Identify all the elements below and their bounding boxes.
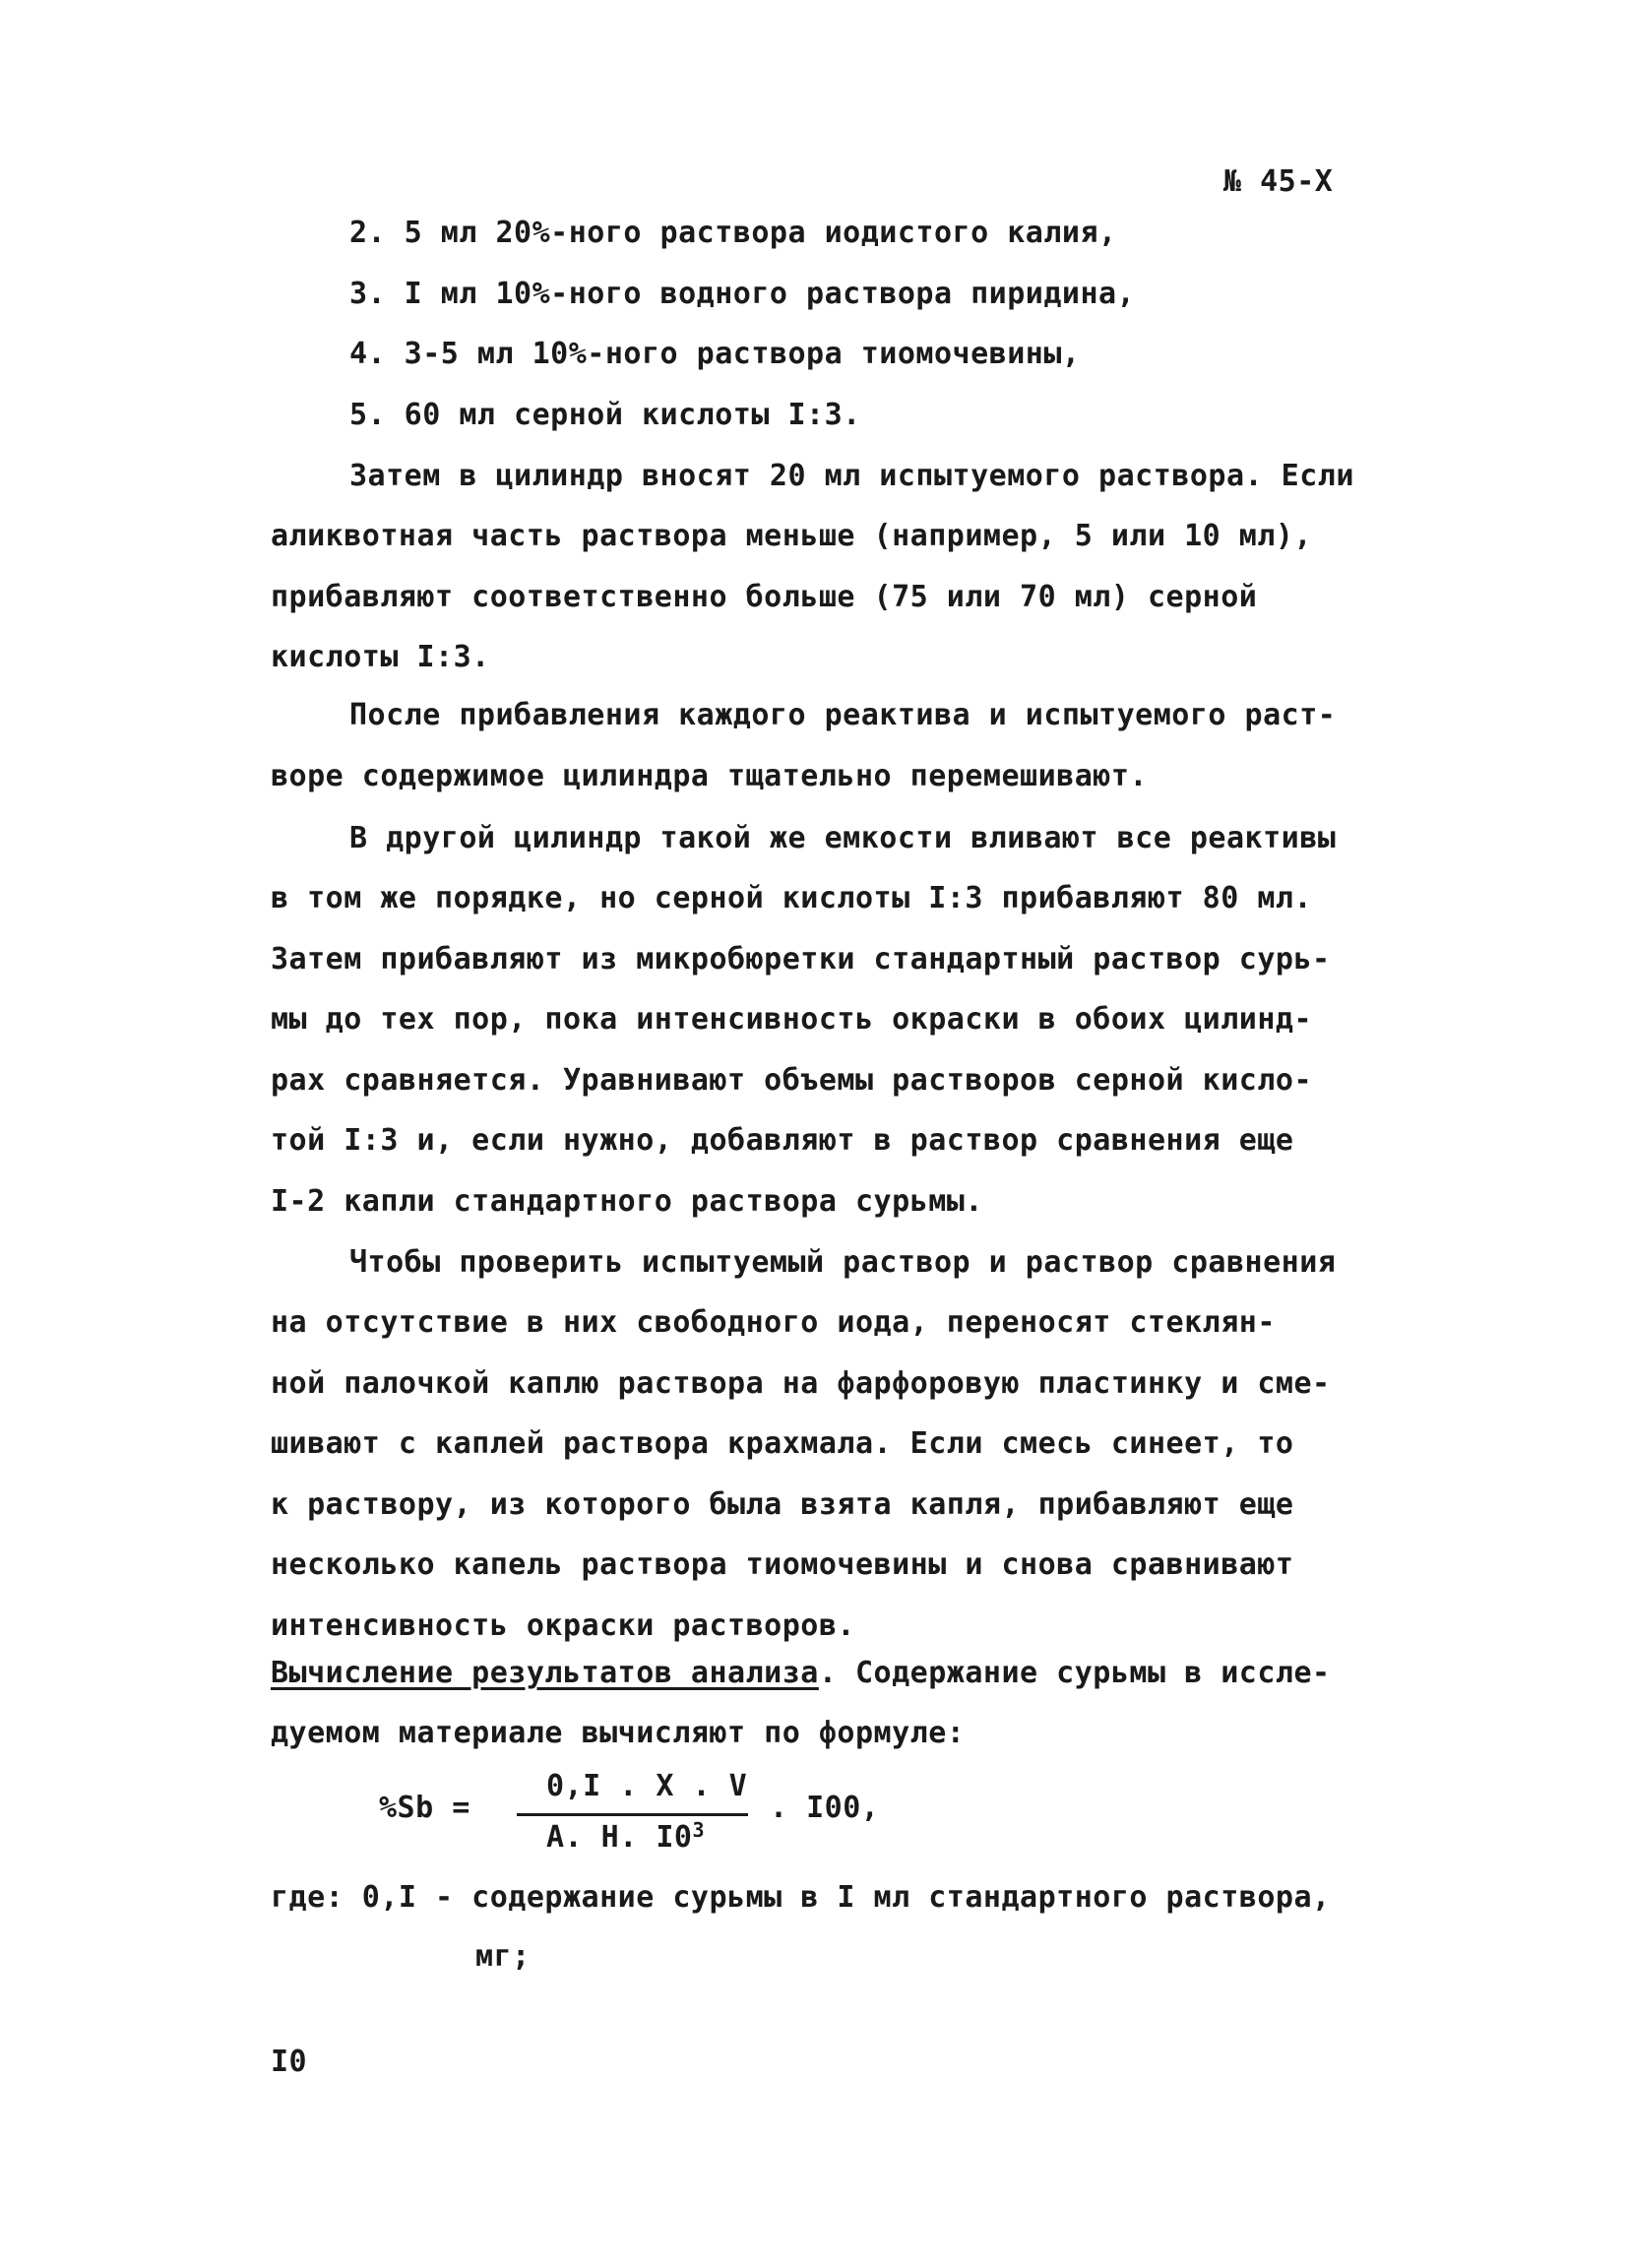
section-heading-rest: . Содержание сурьмы в иссле- (818, 1656, 1331, 1690)
formula-exponent: 3 (692, 1818, 706, 1842)
paragraph-line: к раствору, из которого была взята капля, прибавляют еще (271, 1487, 1294, 1522)
paragraph-line: Затем прибавляют из микробюретки стандартный раствор сурь- (271, 942, 1331, 976)
list-item: 4. 3-5 мл 10%-ного раствора тиомочевины, (349, 337, 1081, 371)
section-heading-line (271, 1656, 1331, 1690)
paragraph-line: интенсивность окраски растворов. (271, 1608, 855, 1643)
paragraph-line: Чтобы проверить испытуемый раствор и раствор сравнения (349, 1245, 1337, 1280)
paragraph-line: ной палочкой каплю раствора на фарфоровую пластинку и сме- (271, 1366, 1331, 1401)
paragraph-line: После прибавления каждого реактива и испытуемого раст- (349, 698, 1337, 732)
where-line: мг; (475, 1939, 531, 1974)
section-heading: Вычисление результатов анализа (271, 1656, 819, 1690)
paragraph-line: несколько капель раствора тиомочевины и снова сравнивают (271, 1547, 1294, 1582)
list-item: 5. 60 мл серной кислоты I:3. (349, 398, 861, 432)
paragraph-line: на отсутствие в них свободного иода, переносят стеклян- (271, 1305, 1276, 1340)
list-item: 2. 5 мл 20%-ного раствора иодистого калия, (349, 216, 1117, 250)
page-number: I0 (271, 2045, 308, 2079)
where-line: где: 0,I - содержание сурьмы в I мл стандартного раствора, (271, 1880, 1331, 1915)
formula-rhs: . I00, (770, 1791, 880, 1825)
formula-denominator-base: A. H. I0 (546, 1820, 693, 1855)
list-item: 3. I мл 10%-ного водного раствора пиридина, (349, 277, 1136, 311)
paragraph-line: Затем в цилиндр вносят 20 мл испытуемого раствора. Если (349, 459, 1354, 493)
paragraph-line: шивают с каплей раствора крахмала. Если смесь синеет, то (271, 1426, 1294, 1461)
paragraph-line: I-2 капли стандартного раствора сурьмы. (271, 1184, 983, 1219)
paragraph-line: аликвотная часть раствора меньше (например, 5 или 10 мл), (271, 519, 1313, 553)
formula-numerator: 0,I . X . V (546, 1769, 748, 1803)
paragraph-line: рах сравняется. Уравнивают объемы растворов серной кисло- (271, 1063, 1313, 1098)
formula-denominator (546, 1818, 706, 1855)
formula-lhs: %Sb = (379, 1791, 470, 1825)
paragraph-line: В другой цилиндр такой же емкости вливают все реактивы (349, 821, 1337, 855)
paragraph-line: той I:3 и, если нужно, добавляют в раствор сравнения еще (271, 1123, 1294, 1158)
paragraph-line: мы до тех пор, пока интенсивность окраски в обоих цилинд- (271, 1002, 1313, 1037)
paragraph-line: кислоты I:3. (271, 640, 490, 674)
paragraph-line: прибавляют соответственно больше (75 или 70 мл) серной (271, 580, 1258, 614)
paragraph-line: дуемом материале вычисляют по формуле: (271, 1716, 966, 1750)
paragraph-line: воре содержимое цилиндра тщательно перемешивают. (271, 759, 1148, 793)
document-number: № 45-Х (1223, 164, 1334, 199)
paragraph-line: в том же порядке, но серной кислоты I:3 прибавляют 80 мл. (271, 881, 1313, 915)
fraction-bar (517, 1813, 748, 1816)
